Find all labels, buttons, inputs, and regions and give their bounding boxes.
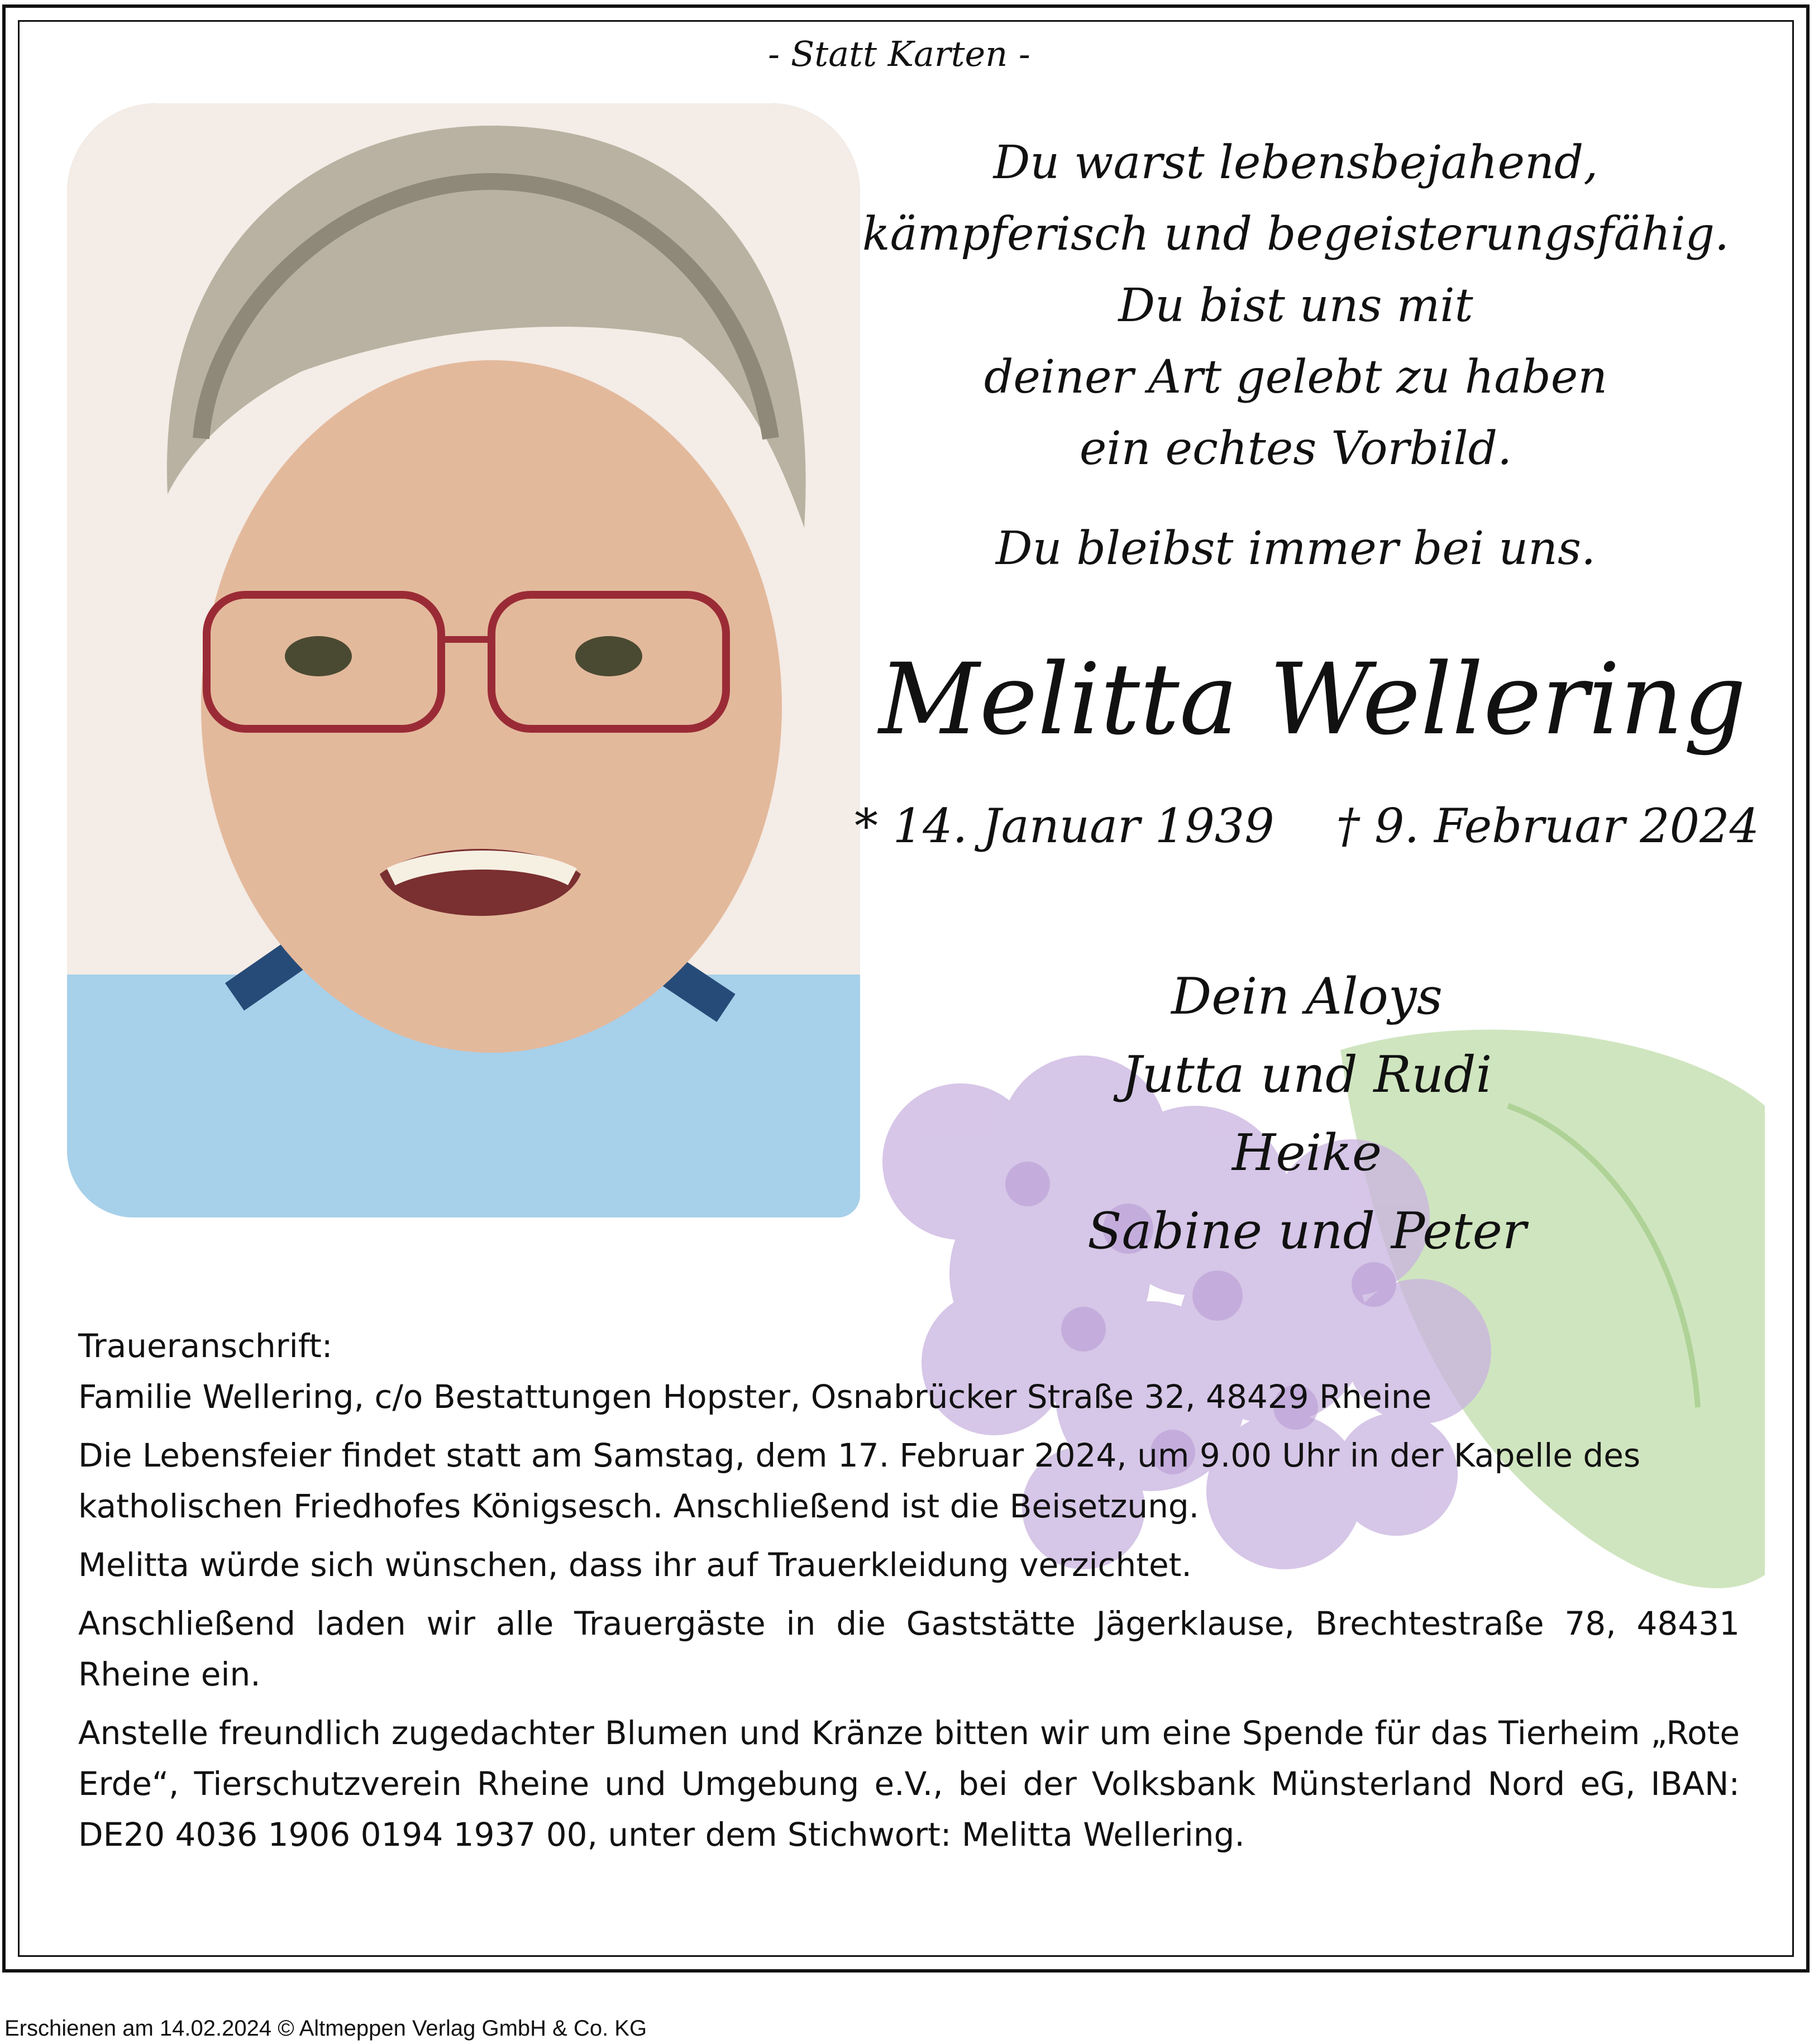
address: Familie Wellering, c/o Bestattungen Hopster, Osnabrücker Straße 32, 48429 Rheine [78,1378,1432,1416]
life-dates [855,799,1759,853]
poem-line: Du bist uns mit [1118,279,1473,332]
portrait-photo [67,103,860,1217]
mourner: Heike [1231,1124,1382,1182]
reception-info: Anschließend laden wir alle Trauergäste in die Gaststätte Jägerklause, Brechtestraße 78, 48431 Rheine ein. [78,1604,1740,1693]
ceremony-info: Die Lebensfeier findet statt am Samstag, dem 17. Februar 2024, um 9.00 Uhr in der Kapelle des katholischen Friedhofes Königsesch. Anschließend ist die Beisetzung. [78,1436,1641,1525]
poem [838,127,1754,485]
notice-text [78,1321,1740,1868]
poem-line: kämpferisch und begeisterungsfähig. [862,208,1730,261]
death-date: † 9. Februar 2024 [1336,799,1759,853]
dress-info: Melitta würde sich wünschen, dass ihr auf Trauerkleidung verzichtet. [78,1546,1192,1584]
donation-info: Anstelle freundlich zugedachter Blumen und Kränze bitten wir um eine Spende für das Tierheim „Rote Erde“, Tierschutzverein Rheine und Umgebung e.V., bei der Volksbank Münsterland Nord eG, IBAN: DE20 4036 1906 0194 1937 00, unter dem Stichwort: Melitta Wellering. [78,1714,1740,1854]
poem-closing: Du bleibst immer bei uns. [995,522,1596,575]
deceased-name: Melitta Wellering [879,642,1746,757]
mourner: Sabine und Peter [1087,1202,1526,1260]
birth-date: * 14. Januar 1939 [855,799,1274,853]
poem-line: deiner Art gelebt zu haben [984,351,1608,404]
mourner: Jutta und Rudi [1121,1045,1492,1104]
mourner: Dein Aloys [1171,967,1443,1026]
publication-footer: Erschienen am 14.02.2024 © Altmeppen Verlag GmbH & Co. KG [4,2016,647,2041]
address-label: Traueranschrift: [78,1327,333,1365]
mourners-list [949,958,1664,1271]
poem-line: ein echtes Vorbild. [1079,422,1512,475]
statt-karten-label: - Statt Karten - [768,34,1030,74]
poem-line: Du warst lebensbejahend, [993,136,1598,189]
